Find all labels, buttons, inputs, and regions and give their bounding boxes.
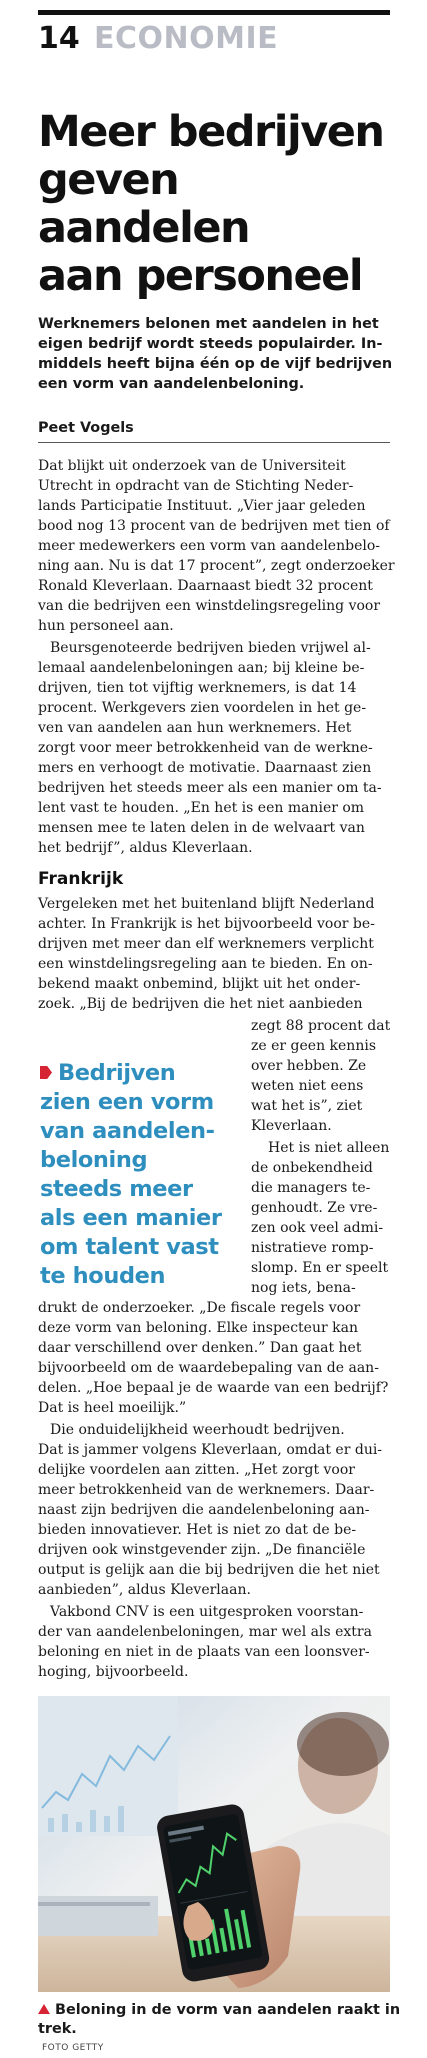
body-line: zoek. „Bij de bedrijven die het niet aanbieden <box>38 996 363 1012</box>
body-line: Ronald Kleverlaan. Daarnaast biedt 32 procent <box>38 578 373 594</box>
body-line: beloning en niet in de plaats van een loonsver- <box>38 1644 370 1660</box>
headline-line: Meer bedrijven <box>38 107 384 157</box>
body-line: lent vast te houden. „En het is een manier om <box>38 800 365 816</box>
header-rule <box>38 10 390 15</box>
section-label: ECONOMIE <box>94 21 279 56</box>
body-line: hun personeel aan. <box>38 618 174 634</box>
pull-quote-line: zien een vorm <box>40 1089 214 1115</box>
body-line: Dat is heel moeilijk.” <box>38 1400 187 1416</box>
caption-line <box>38 2001 401 2020</box>
body-line: Die onduidelijkheid weerhoudt bedrijven. <box>50 1422 345 1438</box>
body-line: zegt 88 procent dat <box>251 1018 391 1034</box>
caption-line <box>38 2020 390 2058</box>
body-line: drijven met meer dan elf werknemers verplicht <box>38 936 374 952</box>
body-line: lands Participatie Instituut. „Vier jaar geleden <box>38 498 366 514</box>
lead-paragraph <box>38 314 393 394</box>
lead-line: Werknemers belonen met aandelen in het <box>38 316 379 332</box>
body-line: bijvoorbeeld om de waardebepaling van de aan- <box>38 1360 379 1376</box>
pull-quote-text: Bedrijven <box>58 1060 176 1086</box>
body-line: Utrecht in opdracht van de Stichting Neder- <box>38 478 354 494</box>
body-line: Dat is jammer volgens Kleverlaan, omdat er dui- <box>38 1442 383 1458</box>
body-line: mensen mee te laten delen in de welvaart van <box>38 820 365 836</box>
article-photo <box>38 1696 390 1992</box>
body-line: bedrijven het steeds meer als een manier om ta- <box>38 780 382 796</box>
byline-rule <box>38 442 390 443</box>
body-line: procent. Werkgevers zien voordelen in het ge- <box>38 700 367 716</box>
body-line: wat het is”, ziet <box>251 1098 363 1114</box>
body-line: van die bedrijven een winstdelingsregeling voor <box>38 598 381 614</box>
subheading: Frankrijk <box>38 869 124 889</box>
body-line: zen ook veel admi- <box>251 1220 384 1236</box>
body-line: der van aandelenbeloningen, mar wel als extra <box>38 1624 372 1640</box>
body-line: zorgt voor meer betrokkenheid van de werkne- <box>38 740 373 756</box>
body-line: Beursgenoteerde bedrijven bieden vrijwel al- <box>50 640 371 656</box>
body-line: Kleverlaan. <box>251 1118 332 1134</box>
body-line: het bedrijf”, aldus Kleverlaan. <box>38 840 253 856</box>
page-number: 14 <box>38 21 80 56</box>
body-line: delijke voordelen aan zitten. „Het zorgt voor <box>38 1462 355 1478</box>
body-line: hoging, bijvoorbeeld. <box>38 1664 189 1680</box>
body-line: die managers te- <box>251 1180 371 1196</box>
body-line: ning aan. Nu is dat 17 procent”, zegt onderzoeker <box>38 558 395 574</box>
body-line: de onbekendheid <box>251 1160 373 1176</box>
body-line: bekend maakt onbemind, blijkt uit het onder- <box>38 976 361 992</box>
body-line: slomp. En er speelt <box>251 1260 389 1276</box>
body-line: bood nog 13 procent van de bedrijven met tien of <box>38 518 390 534</box>
body-line: ze er geen kennis <box>251 1038 377 1054</box>
pull-quote-line: als een manier <box>40 1205 222 1231</box>
photo-caption <box>38 2001 401 2058</box>
lead-line: middels heeft bijna één op de vijf bedrijven <box>38 356 393 372</box>
caption-triangle-icon <box>38 2004 50 2014</box>
body-line: weten niet eens <box>251 1078 364 1094</box>
body-line: Vergeleken met het buitenland blijft Nederland <box>38 896 375 912</box>
photo-credit: FOTO GETTY <box>42 2043 104 2053</box>
pull-quote <box>40 1059 248 1291</box>
body-line: daar verschillend over denken.” Dan gaat het <box>38 1340 362 1356</box>
body-line: genhoudt. Ze vre- <box>251 1200 378 1216</box>
body-line: drijven ook winstgevender zijn. „De financiële <box>38 1542 366 1558</box>
byline: Peet Vogels <box>38 420 134 436</box>
lead-line: eigen bedrijf wordt steeds populairder. In- <box>38 336 383 352</box>
phone-stock-chart-illustration <box>38 1696 390 1992</box>
body-line: Dat blijkt uit onderzoek van de Universiteit <box>38 458 346 474</box>
body-line: Het is niet alleen <box>268 1140 390 1156</box>
pull-quote-line: van aandelen- <box>40 1118 215 1144</box>
body-line: Vakbond CNV is een uitgesproken voorstan- <box>50 1604 364 1620</box>
body-line: meer betrokkenheid van de werknemers. Daar- <box>38 1482 375 1498</box>
pull-quote-line: om talent vast <box>40 1234 219 1260</box>
body-line: delen. „Hoe bepaal je de waarde van een bedrijf? <box>38 1380 389 1396</box>
headline-line: geven aandelen <box>38 155 250 253</box>
body-line: nistratieve romp- <box>251 1240 374 1256</box>
body-line: mers en verhoogt de motivatie. Daarnaast zien <box>38 760 372 776</box>
body-line: drijven, tien tot vijftig werknemers, is dat 14 <box>38 680 357 696</box>
caption-text: Beloning in de vorm van aandelen raakt in <box>55 2002 401 2018</box>
pull-quote-line: te houden <box>40 1263 166 1289</box>
headline <box>38 108 390 300</box>
quote-marker-icon <box>40 1066 52 1079</box>
body-line: lemaal aandelenbeloningen aan; bij kleine be- <box>38 660 365 676</box>
body-line: meer medewerkers een vorm van aandelenbelo- <box>38 538 380 554</box>
body-line: drukt de onderzoeker. „De fiscale regels voor <box>38 1300 361 1316</box>
caption-text: trek. <box>38 2021 77 2037</box>
body-line: naast zijn bedrijven die aandelenbeloning aan- <box>38 1502 370 1518</box>
pull-quote-line: beloning <box>40 1147 148 1173</box>
headline-line: aan personeel <box>38 251 363 301</box>
body-line: over hebben. Ze <box>251 1058 367 1074</box>
body-line: nog iets, bena- <box>251 1280 356 1296</box>
body-line: ven van aandelen aan hun werknemers. Het <box>38 720 352 736</box>
body-line: deze vorm van beloning. Elke inspecteur kan <box>38 1320 358 1336</box>
body-line: output is gelijk aan die bij bedrijven die het niet <box>38 1562 380 1578</box>
body-line: bieden innovatiever. Het is niet zo dat de be- <box>38 1522 357 1538</box>
body-line: achter. In Frankrijk is het bijvoorbeeld voor be- <box>38 916 375 932</box>
body-line: aanbieden”, aldus Kleverlaan. <box>38 1582 251 1598</box>
lead-line: een vorm van aandelenbeloning. <box>38 376 305 392</box>
pull-quote-line <box>40 1059 248 1088</box>
body-line: een winstdelingsregeling aan te bieden. En on- <box>38 956 373 972</box>
pull-quote-line: steeds meer <box>40 1176 193 1202</box>
